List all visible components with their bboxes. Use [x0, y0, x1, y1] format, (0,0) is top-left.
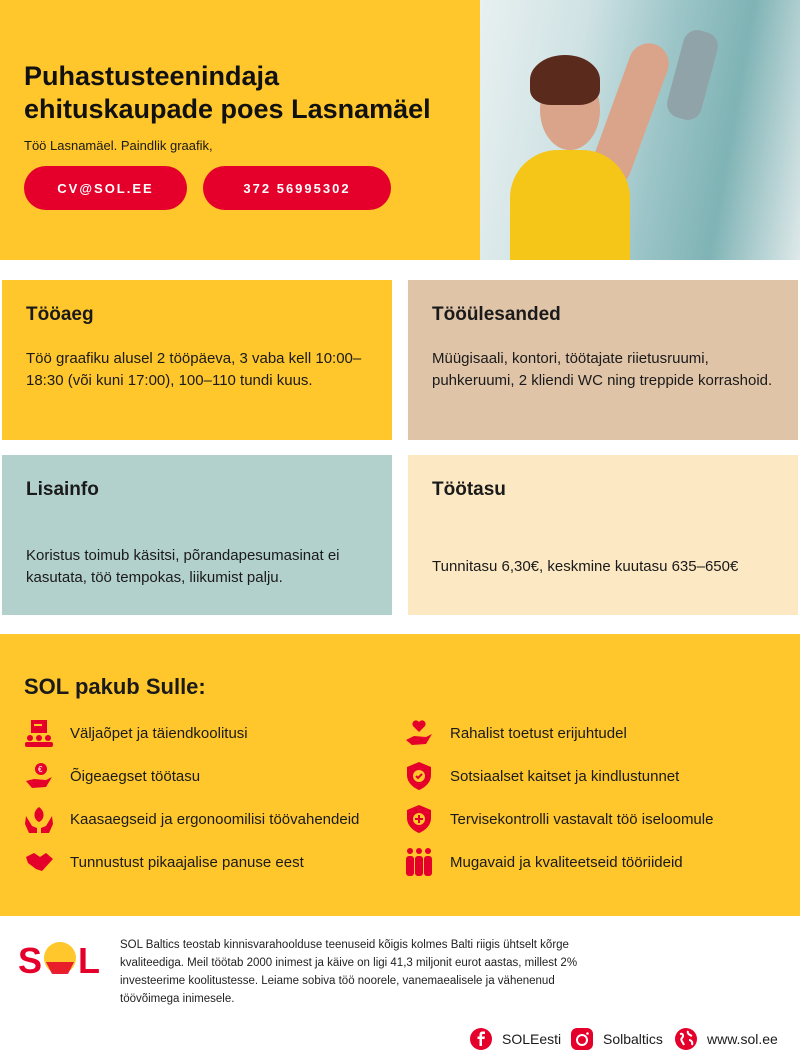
benefit-item: Sotsiaalset kaitset ja kindlustunnet	[404, 761, 679, 791]
benefit-item: Väljaõpet ja täiendkoolitusi	[24, 718, 248, 748]
benefit-item: Mugavaid ja kvaliteetseid tööriideid	[404, 847, 683, 877]
card-salary	[408, 455, 798, 615]
shield-check-icon	[404, 761, 434, 791]
card-work-time	[2, 280, 392, 440]
company-description: SOL Baltics teostab kinnisvarahoolduse teenuseid kõigis kolmes Balti riigis ühtselt kõrge kvaliteediga. Meil töötab 2000 inimest ja käive on ligi 41,3 miljonit eurot aastas, millest 2% investeerime koolitustesse. Leiame sobiva töö noorele, vanemaealisele ja vähenenud töövõimega inimesele.	[120, 939, 578, 1005]
euro-hand-icon	[24, 761, 54, 791]
benefit-item: € Õigeaegset töötasu	[24, 761, 200, 791]
card-tasks	[408, 280, 798, 440]
sol-logo	[18, 940, 102, 976]
benefit-item: Tervisekontrolli vastavalt töö iseloomule	[404, 804, 713, 834]
cleaner-photo	[480, 0, 800, 260]
svg-text:€: €	[38, 765, 43, 774]
benefits-title: SOL pakub Sulle:	[24, 674, 206, 699]
facebook-link[interactable]: SOLEesti	[470, 1028, 561, 1050]
card-text: Müügisaali, kontori, töötajate riietusruumi, puhkeruumi, 2 kliendi WC ning treppide korrashoid.	[432, 350, 773, 389]
benefit-item: Rahalist toetust erijuhtudel	[404, 718, 627, 748]
card-text: Tunnitasu 6,30€, keskmine kuutasu 635–650€	[432, 558, 739, 575]
card-text: Koristus toimub käsitsi, põrandapesumasinat ei kasutata, töö tempokas, liikumist palju.	[26, 547, 340, 586]
hero-section	[0, 0, 480, 260]
card-title: Tööülesanded	[432, 304, 561, 325]
benefit-item: Tunnustust pikaajalise panuse eest	[24, 847, 304, 877]
globe-icon	[675, 1028, 697, 1050]
training-icon	[24, 718, 54, 748]
card-text: Töö graafiku alusel 2 tööpäeva, 3 vaba kell 10:00–18:30 (või kuni 17:00), 100–110 tundi kuus.	[26, 350, 362, 389]
handshake-icon	[24, 847, 54, 877]
plant-hands-icon	[24, 804, 54, 834]
benefit-item: Kaasaegseid ja ergonoomilisi töövahendeid	[24, 804, 359, 834]
page-title: Puhastusteenindaja ehituskaupade poes Lasnamäel	[24, 61, 431, 124]
heart-hand-icon	[404, 718, 434, 748]
instagram-link[interactable]: Solbaltics	[571, 1028, 663, 1050]
shield-plus-icon	[404, 804, 434, 834]
card-extra-info	[2, 455, 392, 615]
instagram-icon	[571, 1028, 593, 1050]
facebook-icon	[470, 1028, 492, 1050]
svg-text:L: L	[78, 940, 100, 976]
svg-text:S: S	[18, 940, 43, 976]
email-button[interactable]: CV@SOL.EE	[24, 166, 187, 210]
card-title: Lisainfo	[26, 479, 99, 500]
subtitle: Töö Lasnamäel. Paindlik graafik,	[24, 138, 213, 153]
website-link[interactable]: www.sol.ee	[675, 1028, 778, 1050]
benefits-section	[0, 634, 800, 916]
card-title: Töötasu	[432, 479, 506, 500]
phone-button[interactable]: 372 56995302	[203, 166, 391, 210]
people-icon	[404, 847, 434, 877]
card-title: Tööaeg	[26, 304, 94, 325]
